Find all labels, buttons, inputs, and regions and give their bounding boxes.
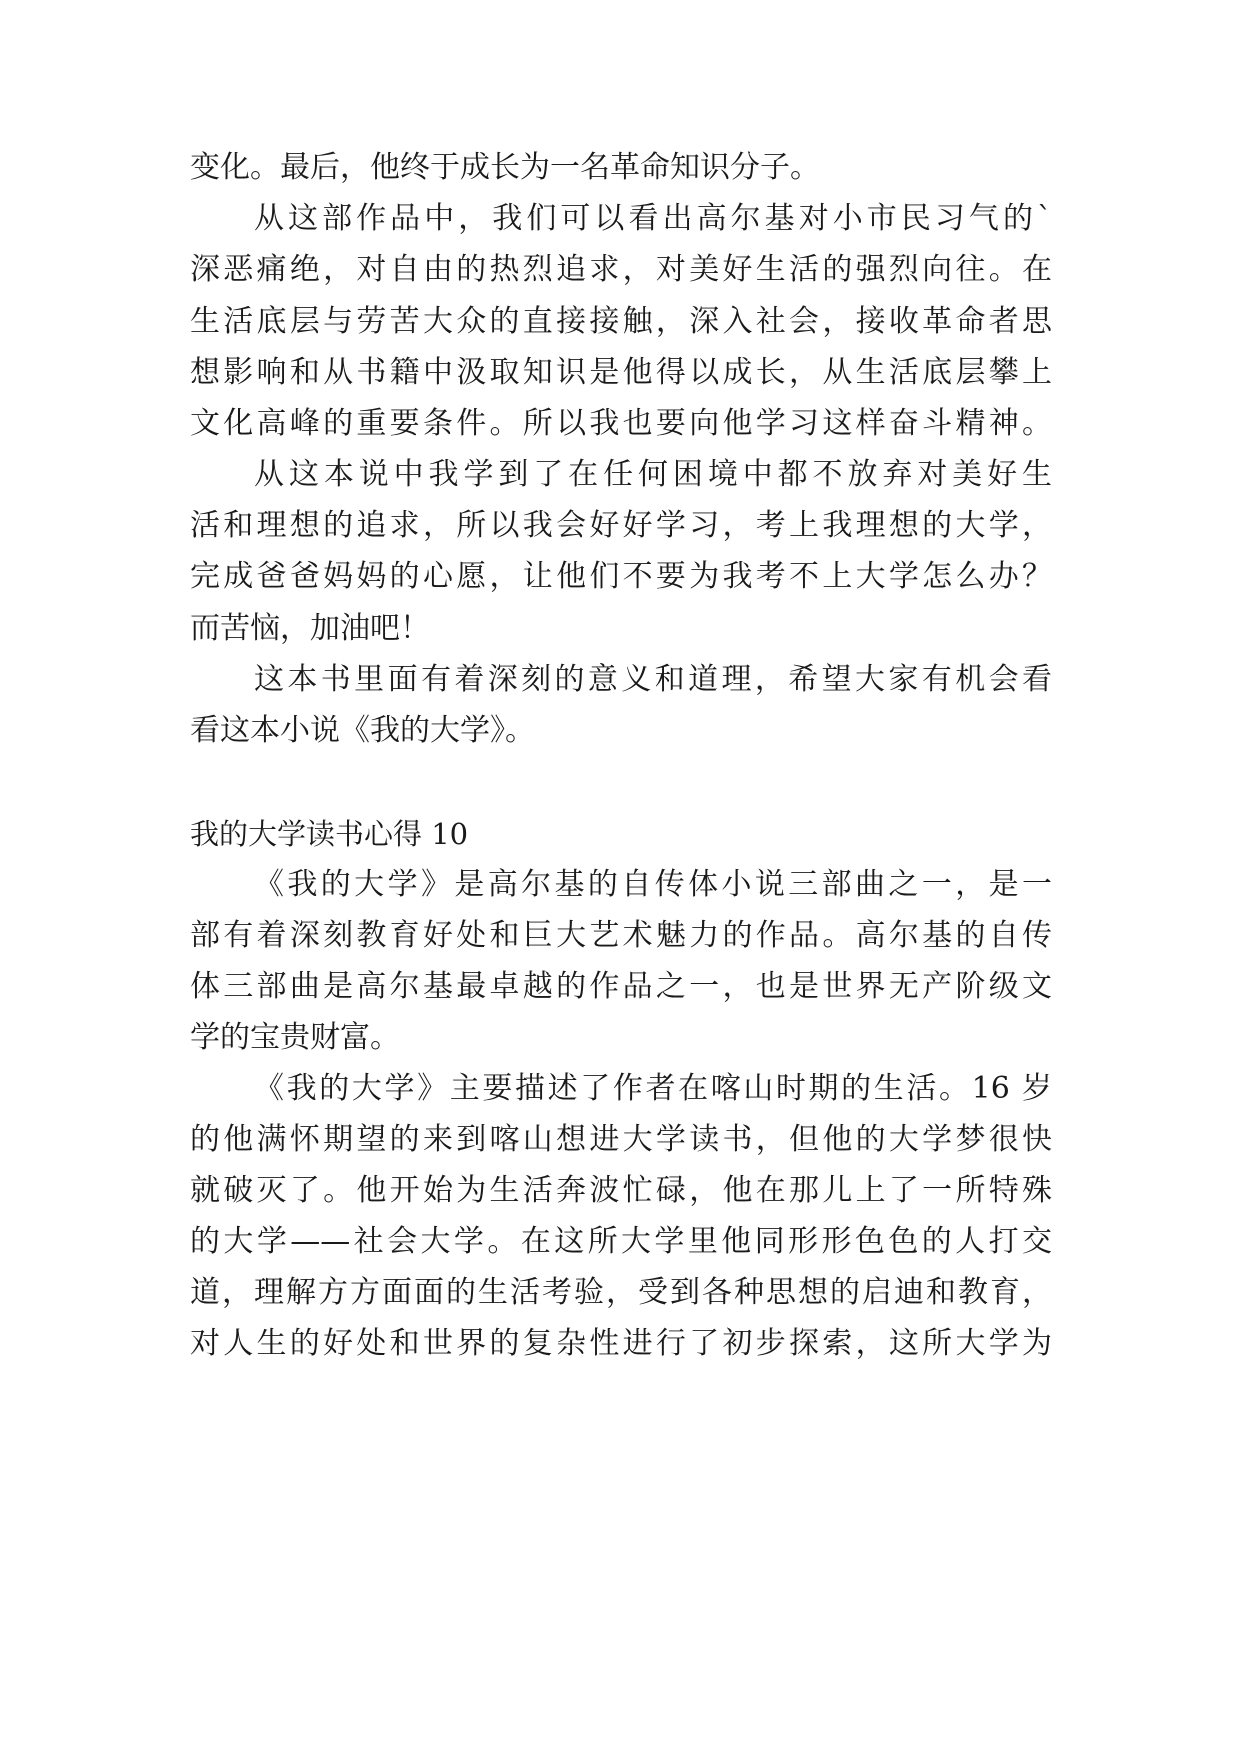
text-line: 就破灭了。他开始为生活奔波忙碌，他在那儿上了一所特殊 (190, 1173, 1052, 1208)
text-line: 道，理解方方面面的生活考验，受到各种思想的启迪和教育， (190, 1275, 1052, 1310)
paragraph-start: 从这部作品中，我们可以看出高尔基对小市民习气的` (254, 201, 1052, 236)
text-line: 体三部曲是高尔基最卓越的作品之一，也是世界无产阶级文 (190, 969, 1052, 1004)
text-line: 看这本小说《我的大学》。 (190, 713, 535, 748)
text-line: 变化。最后，他终于成长为一名革命知识分子。 (190, 150, 820, 185)
text-line: 生活底层与劳苦大众的直接接触，深入社会，接收革命者思 (190, 304, 1052, 339)
text-line: 而苦恼，加油吧！ (190, 611, 430, 646)
text-line: 学的宝贵财富。 (190, 1020, 400, 1055)
text-line: 部有着深刻教育好处和巨大艺术魅力的作品。高尔基的自传 (190, 918, 1052, 953)
text-line: 想影响和从书籍中汲取知识是他得以成长，从生活底层攀上 (190, 355, 1052, 390)
paragraph-start: 从这本说中我学到了在任何困境中都不放弃对美好生 (254, 457, 1052, 492)
text-line: 活和理想的追求，所以我会好好学习，考上我理想的大学， (190, 508, 1052, 543)
section-title: 我的大学读书心得 10 (190, 817, 469, 851)
text-line: 对人生的好处和世界的复杂性进行了初步探索，这所大学为 (190, 1326, 1052, 1361)
text-line: 完成爸爸妈妈的心愿，让他们不要为我考不上大学怎么办？ (190, 559, 1052, 594)
text-line: 深恶痛绝，对自由的热烈追求，对美好生活的强烈向往。在 (190, 252, 1052, 287)
text-line: 文化高峰的重要条件。所以我也要向他学习这样奋斗精神。 (190, 406, 1052, 441)
paragraph-start: 这本书里面有着深刻的意义和道理，希望大家有机会看 (254, 662, 1052, 697)
text-line: 的他满怀期望的来到喀山想进大学读书，但他的大学梦很快 (190, 1122, 1052, 1157)
paragraph-start: 《我的大学》是高尔基的自传体小说三部曲之一，是一 (254, 867, 1052, 902)
text-line: 的大学——社会大学。在这所大学里他同形形色色的人打交 (190, 1224, 1052, 1259)
paragraph-start: 《我的大学》主要描述了作者在喀山时期的生活。16 岁 (254, 1071, 1052, 1106)
